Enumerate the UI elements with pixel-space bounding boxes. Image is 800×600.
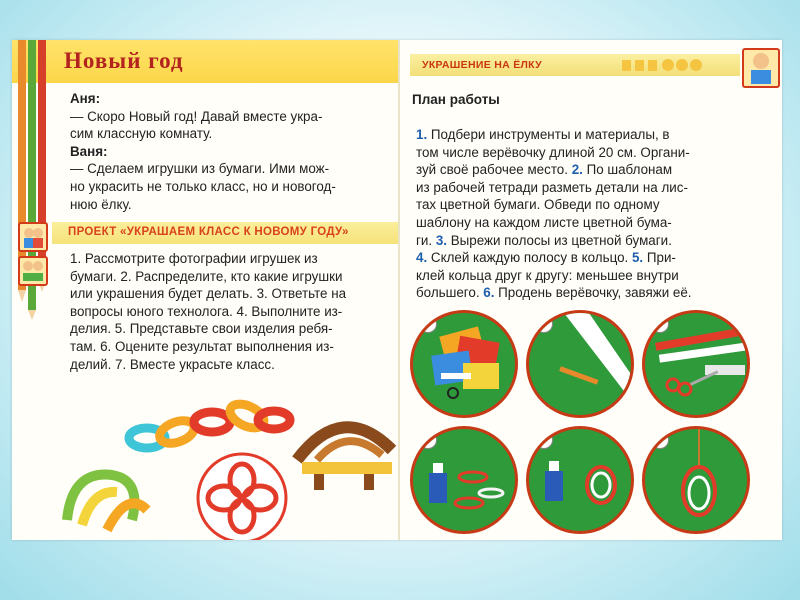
plan-text-segment: ги. <box>416 232 436 248</box>
left-page <box>12 40 398 540</box>
step-number: 3 <box>651 315 669 333</box>
plan-text-segment: Склей каждую полосу в кольцо. <box>427 250 632 266</box>
plan-line <box>416 214 768 232</box>
step-label: 3. <box>435 232 447 248</box>
plan-text-segment: большего. <box>416 285 484 301</box>
plan-text-segment: зуй своё рабочее место. <box>416 162 572 178</box>
plan-title: План работы <box>412 92 500 107</box>
project-line: делий. 7. Вместе украсьте класс. <box>70 356 275 372</box>
textbook-spread <box>12 40 782 540</box>
plan-text-segment: По шаблонам <box>582 162 673 178</box>
dialog-line: сим классную комнату. <box>70 126 213 142</box>
project-line: или украшения будет делать. 3. Ответьте на <box>70 286 347 302</box>
plan-line <box>416 249 768 267</box>
plan-text-segment: клей кольца друг к другу: меньшее внутри <box>416 267 679 283</box>
right-page <box>398 40 782 540</box>
step-label: 6. <box>483 285 495 301</box>
page-title: Новый год <box>64 48 184 73</box>
step-photo-6 <box>642 426 750 534</box>
step-photo-3 <box>642 310 750 418</box>
plan-line <box>416 161 768 179</box>
project-band: ПРОЕКТ «УКРАШАЕМ КЛАСС К НОВОМУ ГОДУ» <box>52 222 398 244</box>
step-number: 1 <box>419 315 437 333</box>
step-label: 4. <box>416 250 428 266</box>
plan-text-segment: Вырежи полосы из цветной бумаги. <box>446 232 672 248</box>
project-line: бумаги. 2. Распределите, кто какие игрушки <box>70 268 343 284</box>
step-photo-1 <box>410 310 518 418</box>
speaker-vanya: Ваня: <box>70 143 108 159</box>
step-number: 5 <box>535 431 553 449</box>
project-instructions <box>70 250 392 373</box>
plan-line <box>416 284 768 302</box>
project-line: делия. 5. Представьте свои изделия ребя- <box>70 321 333 337</box>
step-number: 4 <box>419 431 437 449</box>
plan-line <box>416 196 768 214</box>
step-photo-4 <box>410 426 518 534</box>
plan-line <box>416 126 768 144</box>
step-label: 1. <box>416 127 428 142</box>
kids-icon <box>18 222 48 252</box>
project-line: вопросы юного технолога. 4. Выполните из- <box>70 303 343 319</box>
step-photo-2 <box>526 310 634 418</box>
plan-text-segment: из рабочей тетради разметь детали на лис- <box>416 179 688 195</box>
plan-text-segment: шаблону на каждом листе цветной бума- <box>416 214 672 230</box>
plan-line <box>416 267 768 285</box>
progress-icons <box>622 58 732 72</box>
plan-text-segment: тах цветной бумаги. Обведи по одному <box>416 197 660 213</box>
plan-text-segment: Подбери инструменты и материалы, в <box>427 127 670 142</box>
step-photo-5 <box>526 426 634 534</box>
dialog-line: но украсить не только класс, но и новогод- <box>70 178 336 194</box>
plan-line <box>416 179 768 197</box>
dialog-line: нюю ёлку. <box>70 196 132 212</box>
plan-line <box>416 144 768 162</box>
step-label: 5. <box>631 250 644 266</box>
project-line: 1. Рассмотрите фотографии игрушек из <box>70 251 318 266</box>
speaker-anya: Аня: <box>70 91 101 106</box>
paper-crafts-illustration <box>52 380 398 540</box>
plan-instructions <box>416 126 768 302</box>
dialog-line: — Сделаем игрушки из бумаги. Ими мож- <box>70 161 330 177</box>
kid-corner-icon <box>742 48 780 88</box>
plan-text-segment: том числе верёвочку длиной 20 см. Органи- <box>416 144 690 160</box>
project-line: там. 6. Оцените результат выполнения из- <box>70 338 334 354</box>
plan-text-segment: Продень верёвочку, завяжи её. <box>494 285 692 301</box>
step-label: 2. <box>571 162 583 178</box>
dialog-line: — Скоро Новый год! Давай вместе укра- <box>70 108 323 124</box>
plan-text-segment: При- <box>643 250 676 266</box>
step-number: 6 <box>651 431 669 449</box>
dialog-block <box>70 90 388 213</box>
kids-reading-icon <box>18 256 48 286</box>
step-number: 2 <box>535 315 553 333</box>
section-band: УКРАШЕНИЕ НА ЁЛКУ <box>410 54 740 76</box>
plan-line <box>416 232 768 250</box>
